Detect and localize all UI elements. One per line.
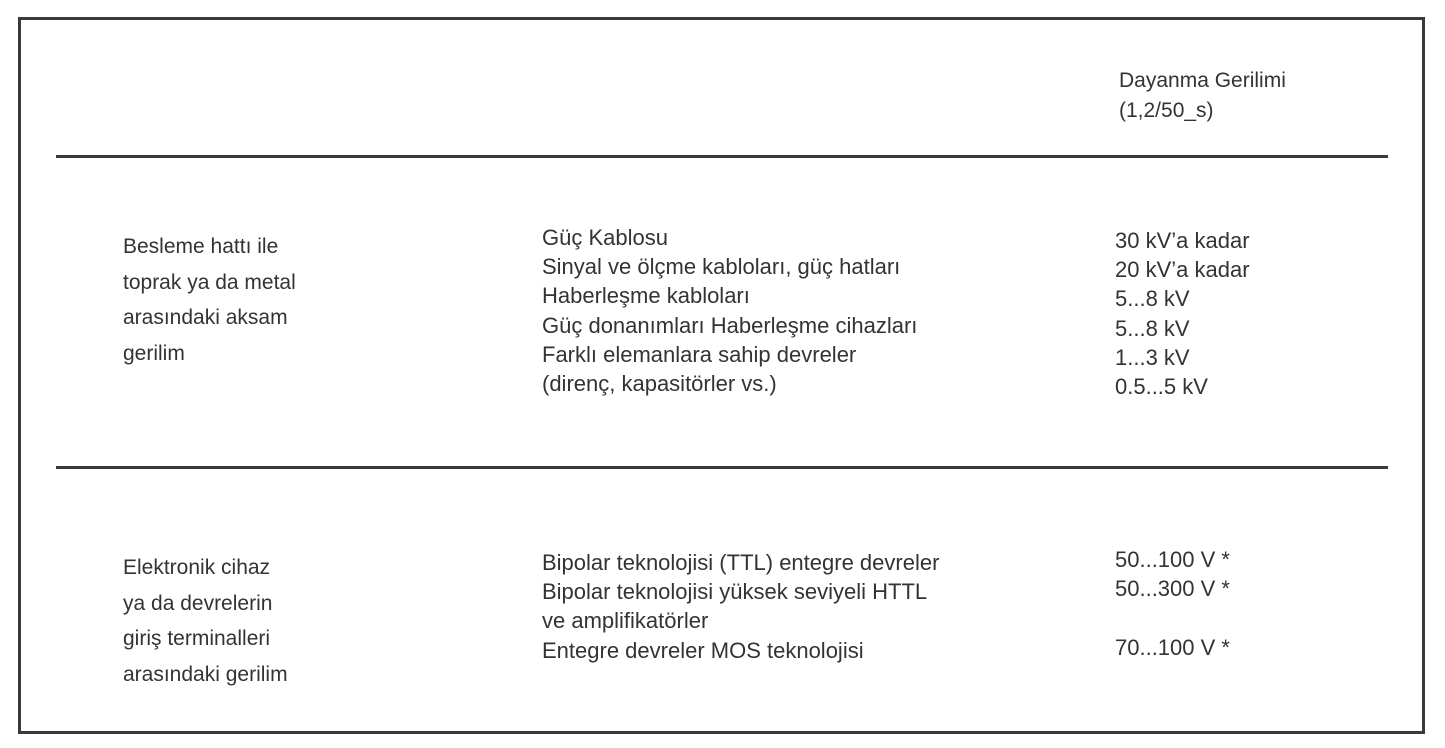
- row-values: [1115, 226, 1395, 401]
- list-item: Güç donanımları Haberleşme cihazları: [542, 312, 918, 338]
- value-item: 5...8 kV: [1115, 286, 1190, 312]
- list-item: Entegre devreler MOS teknolojisi: [542, 637, 864, 663]
- row-divider: [56, 466, 1388, 469]
- list-item: Haberleşme kabloları: [542, 283, 750, 309]
- row-label: [123, 550, 383, 692]
- list-item: Güç Kablosu: [542, 225, 668, 250]
- row-label-line: gerilim: [123, 341, 185, 365]
- header-divider: [56, 155, 1388, 158]
- column-header-withstand-voltage: [1119, 66, 1379, 126]
- value-item: 50...300 V *: [1115, 576, 1230, 602]
- list-item: Bipolar teknolojisi yüksek seviyeli HTTL: [542, 579, 928, 605]
- row-items: [542, 548, 1022, 665]
- header-line: Dayanma Gerilimi: [1119, 69, 1286, 92]
- row-values: [1115, 545, 1395, 662]
- value-spacer: [1115, 603, 1395, 632]
- row-label-line: giriş terminalleri: [123, 627, 271, 650]
- list-item: Sinyal ve ölçme kabloları, güç hatları: [542, 254, 901, 280]
- row-label-line: toprak ya da metal: [123, 270, 296, 294]
- row-label-line: Elektronik cihaz: [123, 556, 271, 579]
- row-items: [542, 223, 1022, 398]
- list-item: Bipolar teknolojisi (TTL) entegre devreler: [542, 550, 940, 575]
- row-label: [123, 229, 383, 371]
- value-item: 5...8 kV: [1115, 315, 1190, 341]
- row-label-line: arasındaki aksam: [123, 306, 288, 329]
- header-line: (1,2/50_s): [1119, 99, 1214, 122]
- list-item: (direnç, kapasitörler vs.): [542, 371, 777, 397]
- row-label-line: arasındaki gerilim: [123, 662, 288, 686]
- list-item: ve amplifikatörler: [542, 608, 709, 634]
- row-label-line: ya da devrelerin: [123, 591, 273, 615]
- row-label-line: Besleme hattı ile: [123, 235, 279, 258]
- value-item: 70...100 V *: [1115, 634, 1230, 660]
- value-item: 50...100 V *: [1115, 547, 1230, 572]
- list-item: Farklı elemanlara sahip devreler: [542, 341, 857, 367]
- value-item: 20 kV’a kadar: [1115, 257, 1250, 283]
- value-item: 1...3 kV: [1115, 344, 1190, 370]
- value-item: 30 kV’a kadar: [1115, 228, 1250, 253]
- value-item: 0.5...5 kV: [1115, 374, 1208, 400]
